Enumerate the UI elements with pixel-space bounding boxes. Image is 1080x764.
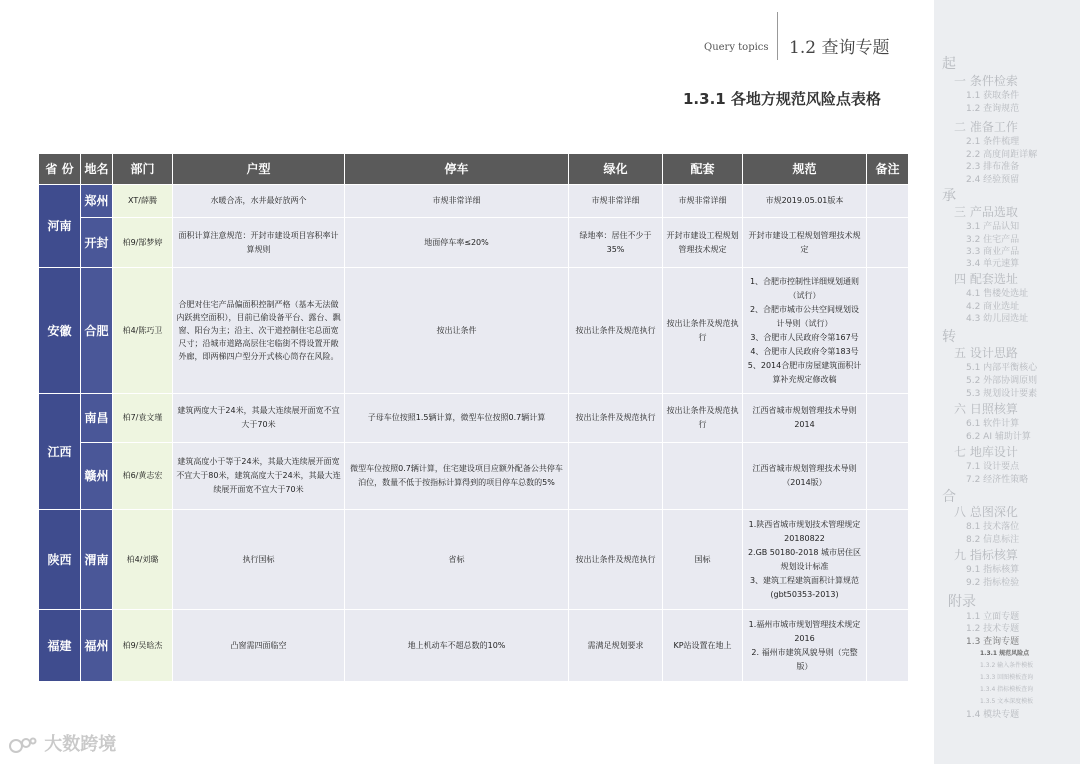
sidebar-toc <box>934 0 1080 764</box>
toc-item-2-2[interactable]: 2.2 高度间距详解 <box>966 150 1038 160</box>
toc-chapter-9[interactable]: 九 指标核算 <box>954 548 1018 562</box>
page-title: 1.3.1 各地方规范风险点表格 <box>683 90 881 108</box>
toc-appendix-1-3-1[interactable]: 1.3.1 规范风险点 <box>980 650 1030 657</box>
facility-cell: 开封市建设工程规划管理技术规定 <box>663 218 743 268</box>
code-line: 2、合肥市城市公共空间规划设 <box>749 304 860 314</box>
facility-cell <box>663 443 743 510</box>
table-row <box>39 218 909 268</box>
unit-cell: 凸窗需四面临空 <box>173 610 345 682</box>
province-cell: 福建 <box>39 610 81 682</box>
code-cell <box>743 268 867 394</box>
code-cell <box>743 610 867 682</box>
toc-chapter-3[interactable]: 三 产品选取 <box>954 205 1018 219</box>
code-line: （试行） <box>788 290 821 300</box>
toc-section-appendix[interactable]: 附录 <box>948 594 976 610</box>
note-cell <box>867 218 909 268</box>
note-cell <box>867 443 909 510</box>
toc-item-4-3[interactable]: 4.3 幼儿园选址 <box>966 314 1029 324</box>
toc-item-3-4[interactable]: 3.4 单元速算 <box>966 259 1020 269</box>
city-cell: 赣州 <box>81 443 113 510</box>
header-english-title: Query topics <box>704 42 769 53</box>
toc-chapter-4[interactable]: 四 配套选址 <box>954 272 1018 286</box>
toc-item-2-3[interactable]: 2.3 排布准备 <box>966 162 1020 172</box>
col-header-unit: 户型 <box>173 154 345 185</box>
code-cell: 江西省城市规划管理技术导则（2014版） <box>743 443 867 510</box>
dept-cell: 柏4/刘璐 <box>113 510 173 610</box>
code-line: 4、合肥市人民政府令第183号 <box>750 346 859 356</box>
header-divider <box>777 12 778 60</box>
province-cell: 安徽 <box>39 268 81 394</box>
parking-cell: 子母车位按照1.5辆计算，微型车位按照0.7辆计算 <box>345 394 569 443</box>
toc-chapter-7[interactable]: 七 地库设计 <box>954 445 1018 459</box>
dept-cell: 柏6/黄志宏 <box>113 443 173 510</box>
green-cell: 按出让条件及规范执行 <box>569 510 663 610</box>
toc-appendix-1-1[interactable]: 1.1 立面专题 <box>966 612 1020 622</box>
brand-logo <box>8 730 116 756</box>
brand-logo-text: 大数跨境 <box>44 734 117 755</box>
toc-item-7-2[interactable]: 7.2 经济性策略 <box>966 475 1029 485</box>
toc-section-he[interactable]: 合 <box>942 489 956 505</box>
toc-item-2-1[interactable]: 2.1 条件梳理 <box>966 137 1020 147</box>
toc-item-5-2[interactable]: 5.2 外部协调原则 <box>966 376 1038 386</box>
col-header-note: 备注 <box>867 154 909 185</box>
city-cell: 开封 <box>81 218 113 268</box>
toc-chapter-1[interactable]: 一 条件检索 <box>954 74 1018 88</box>
note-cell <box>867 185 909 218</box>
city-cell: 福州 <box>81 610 113 682</box>
toc-chapter-2[interactable]: 二 准备工作 <box>954 120 1018 134</box>
facility-cell: KP站设置在地上 <box>663 610 743 682</box>
green-cell <box>569 443 663 510</box>
toc-item-3-2[interactable]: 3.2 住宅产品 <box>966 235 1020 245</box>
code-line: 2016 <box>794 633 815 643</box>
code-line: 20180822 <box>784 533 825 543</box>
green-cell: 按出让条件及规范执行 <box>569 394 663 443</box>
col-header-dept: 部门 <box>113 154 173 185</box>
note-cell <box>867 394 909 443</box>
province-cell: 陕西 <box>39 510 81 610</box>
dept-cell: 柏4/陈巧卫 <box>113 268 173 394</box>
code-line: 1、合肥市控制性详细规划通则 <box>749 276 860 286</box>
green-cell: 市规非常详细 <box>569 185 663 218</box>
risk-table <box>38 153 909 682</box>
toc-item-4-2[interactable]: 4.2 商业选址 <box>966 302 1020 312</box>
code-cell: 江西省城市规划管理技术导则2014 <box>743 394 867 443</box>
toc-item-2-4[interactable]: 2.4 经验预留 <box>966 175 1020 185</box>
code-line: 版） <box>796 661 813 671</box>
unit-cell: 执行国标 <box>173 510 345 610</box>
toc-item-9-1[interactable]: 9.1 指标核算 <box>966 565 1020 575</box>
unit-cell: 面积计算注意规范：开封市建设项目容积率计算规则 <box>173 218 345 268</box>
toc-appendix-1-3[interactable]: 1.3 查询专题 <box>966 637 1020 647</box>
parking-cell: 市规非常详细 <box>345 185 569 218</box>
table-row <box>39 185 909 218</box>
code-line: 2.GB 50180-2018 城市居住区 <box>747 547 862 557</box>
dept-cell: 柏9/郜梦婷 <box>113 218 173 268</box>
code-line: 2. 福州市建筑风貌导则（完整 <box>751 647 858 657</box>
toc-chapter-8[interactable]: 八 总图深化 <box>954 505 1018 519</box>
toc-appendix-1-2[interactable]: 1.2 技术专题 <box>966 624 1020 634</box>
toc-chapter-6[interactable]: 六 日照核算 <box>954 402 1018 416</box>
code-line: 5、2014合肥市房屋建筑面积计 <box>747 360 862 370</box>
dept-cell: XT/薛腾 <box>113 185 173 218</box>
toc-item-1-2[interactable]: 1.2 查询规范 <box>966 104 1020 114</box>
code-line: 1.福州市城市规划管理技术规定 <box>748 619 861 629</box>
toc-appendix-1-3-3[interactable]: 1.3.3 回图模板查询 <box>980 674 1034 681</box>
unit-cell: 建筑两度大于24米，其最大连续展开面宽不宜大于70米 <box>173 394 345 443</box>
toc-appendix-1-3-5[interactable]: 1.3.5 文本深度模板 <box>980 698 1034 705</box>
toc-appendix-1-3-2[interactable]: 1.3.2 输入条件模板 <box>980 662 1034 669</box>
code-line: 1.陕西省城市规划技术管理规定 <box>748 519 861 529</box>
toc-section-zhuan[interactable]: 转 <box>942 329 956 345</box>
table-row <box>39 510 909 610</box>
col-header-green: 绿化 <box>569 154 663 185</box>
brand-logo-icon <box>8 736 38 754</box>
table-header-row <box>39 154 909 185</box>
col-header-code: 规范 <box>743 154 867 185</box>
toc-item-8-2[interactable]: 8.2 信息标注 <box>966 535 1020 545</box>
green-cell: 需满足规划要求 <box>569 610 663 682</box>
toc-section-cheng[interactable]: 承 <box>942 188 956 204</box>
city-cell: 南昌 <box>81 394 113 443</box>
header-chinese-title: 1.2 查询专题 <box>789 38 890 58</box>
facility-cell: 按出让条件及规范执行 <box>663 268 743 394</box>
code-line: 规划设计标准 <box>780 561 829 571</box>
unit-cell: 水暖合冻，水井最好放两个 <box>173 185 345 218</box>
toc-item-9-2[interactable]: 9.2 指标检验 <box>966 578 1020 588</box>
green-cell: 按出让条件及规范执行 <box>569 268 663 394</box>
table-row <box>39 610 909 682</box>
code-cell: 开封市建设工程规划管理技术规定 <box>743 218 867 268</box>
code-line: 计导则（试行） <box>776 318 833 328</box>
toc-item-5-1[interactable]: 5.1 内部平衡核心 <box>966 363 1038 373</box>
parking-cell: 省标 <box>345 510 569 610</box>
code-line: (gbt50353-2013) <box>770 589 839 599</box>
dept-cell: 柏9/吴晗杰 <box>113 610 173 682</box>
facility-cell: 国标 <box>663 510 743 610</box>
col-header-parking: 停车 <box>345 154 569 185</box>
toc-item-6-2[interactable]: 6.2 AI 辅助计算 <box>966 432 1031 442</box>
toc-item-3-3[interactable]: 3.3 商业产品 <box>966 247 1020 257</box>
note-cell <box>867 268 909 394</box>
table-row <box>39 268 909 394</box>
province-cell: 江西 <box>39 394 81 510</box>
code-cell <box>743 510 867 610</box>
code-line: 3、建筑工程建筑面积计算规范 <box>749 575 860 585</box>
toc-item-4-1[interactable]: 4.1 售楼处选址 <box>966 289 1029 299</box>
city-cell: 郑州 <box>81 185 113 218</box>
city-cell: 合肥 <box>81 268 113 394</box>
note-cell <box>867 610 909 682</box>
toc-item-3-1[interactable]: 3.1 产品认知 <box>966 222 1020 232</box>
col-header-province: 省 份 <box>39 154 81 185</box>
unit-cell: 建筑高度小于等于24米，其最大连续展开面宽不宜大于80米，建筑高度大于24米，其最大连续展开面宽不宜大于70米 <box>173 443 345 510</box>
unit-cell: 合肥对住宅产品偏面积控制严格（基本无法做内跃挑空面积），目前已偷设备平台、露台、飘窗、阳台为主；沿主、次干道控制住宅总面宽尺寸；沿城市道路高层住宅临街不得设置开敞外廊，即两梯四户型分开式核心筒存在风险。 <box>173 268 345 394</box>
table-row <box>39 443 909 510</box>
toc-section-qi[interactable]: 起 <box>942 56 956 72</box>
parking-cell: 地面停车率≤20% <box>345 218 569 268</box>
code-line: 算补充规定修改稿 <box>772 374 837 384</box>
green-cell: 绿地率：居住不少于35% <box>569 218 663 268</box>
parking-cell: 微型车位按照0.7辆计算，住宅建设项目应额外配备公共停车泊位，数量不低于按指标计算得到的项目停车总数的5% <box>345 443 569 510</box>
province-cell: 河南 <box>39 185 81 268</box>
toc-item-8-1[interactable]: 8.1 技术落位 <box>966 522 1020 532</box>
toc-item-1-1[interactable]: 1.1 获取条件 <box>966 91 1020 101</box>
note-cell <box>867 510 909 610</box>
facility-cell: 市规非常详细 <box>663 185 743 218</box>
code-cell: 市规2019.05.01版本 <box>743 185 867 218</box>
code-line: 3、合肥市人民政府令第167号 <box>750 332 859 342</box>
facility-cell: 按出让条件及规范执行 <box>663 394 743 443</box>
toc-item-6-1[interactable]: 6.1 软件计算 <box>966 419 1020 429</box>
dept-cell: 柏7/袁文瑾 <box>113 394 173 443</box>
table-row <box>39 394 909 443</box>
col-header-city: 地名 <box>81 154 113 185</box>
col-header-facility: 配套 <box>663 154 743 185</box>
toc-chapter-5[interactable]: 五 设计思路 <box>954 346 1018 360</box>
toc-item-7-1[interactable]: 7.1 设计要点 <box>966 462 1020 472</box>
toc-appendix-1-4[interactable]: 1.4 模块专题 <box>966 710 1020 720</box>
parking-cell: 按出让条件 <box>345 268 569 394</box>
parking-cell: 地上机动车不超总数的10% <box>345 610 569 682</box>
toc-item-5-3[interactable]: 5.3 规划设计要素 <box>966 389 1038 399</box>
toc-appendix-1-3-4[interactable]: 1.3.4 指标模板查询 <box>980 686 1034 693</box>
city-cell: 渭南 <box>81 510 113 610</box>
